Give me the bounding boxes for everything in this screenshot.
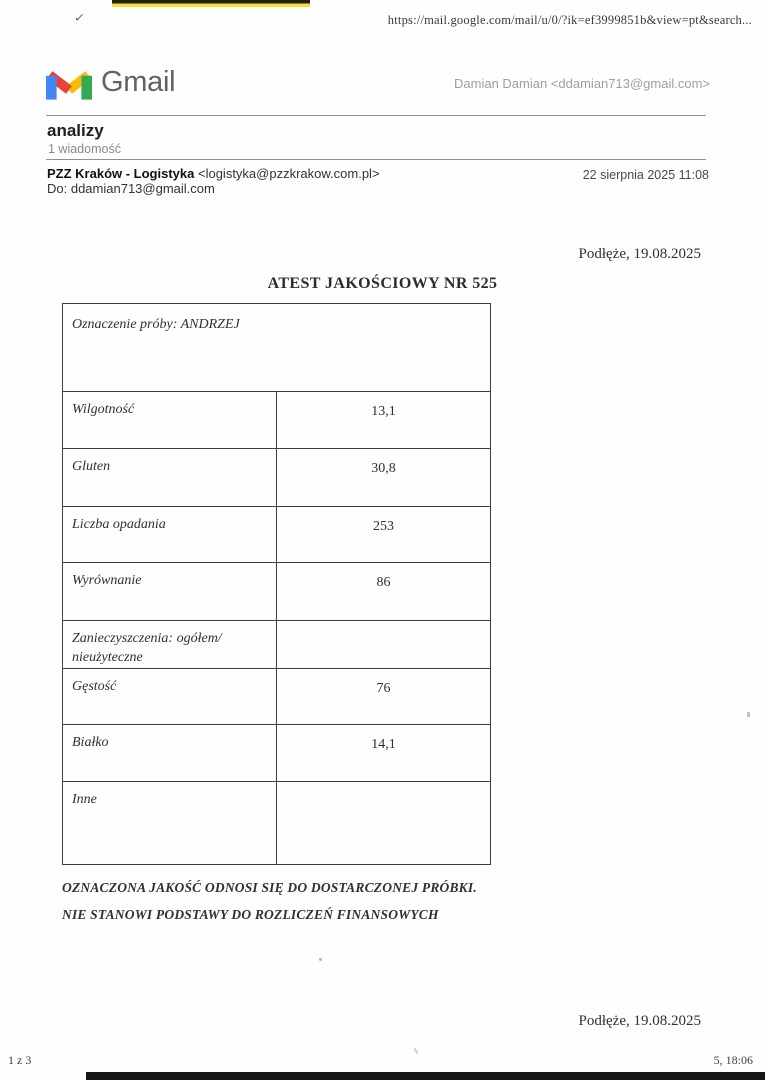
gmail-logo bbox=[46, 64, 175, 100]
disclaimer-line-1: OZNACZONA JAKOŚĆ ODNOSI SIĘ DO DOSTARCZONEJ PRÓBKI. bbox=[62, 880, 477, 895]
sender-email: <logistyka@pzzkrakow.com.pl> bbox=[194, 166, 380, 181]
certificate-table bbox=[62, 303, 491, 865]
table-row bbox=[63, 392, 491, 449]
pen-checkmark: ✓ bbox=[73, 9, 86, 26]
table-row bbox=[63, 507, 491, 563]
account-identity: Damian Damian <ddamian713@gmail.com> bbox=[454, 76, 710, 91]
recipient-line: Do: ddamian713@gmail.com bbox=[47, 181, 215, 196]
scan-speck bbox=[747, 712, 750, 717]
print-timestamp: 5, 18:06 bbox=[713, 1053, 753, 1067]
sample-label: Oznaczenie próby: ANDRZEJ bbox=[63, 304, 491, 392]
scan-edge-bar bbox=[86, 1072, 765, 1080]
table-row bbox=[63, 563, 491, 621]
sender-name: PZZ Kraków - Logistyka bbox=[47, 166, 195, 181]
param-label: Wyrównanie bbox=[63, 563, 277, 621]
param-value bbox=[277, 621, 491, 669]
param-label: Liczba opadania bbox=[63, 507, 277, 563]
param-label: Białko bbox=[63, 725, 277, 782]
print-url: https://mail.google.com/mail/u/0/?ik=ef3999851b&view=pt&search... bbox=[387, 13, 752, 27]
email-subject: analizy bbox=[47, 121, 104, 140]
table-row bbox=[63, 669, 491, 725]
param-value: 253 bbox=[277, 507, 491, 563]
page-number: 1 z 3 bbox=[8, 1053, 32, 1067]
place-date-top: Podłęże, 19.08.2025 bbox=[578, 246, 701, 262]
message-count: 1 wiadomość bbox=[48, 142, 121, 156]
param-value: 14,1 bbox=[277, 725, 491, 782]
certificate-title: ATEST JAKOŚCIOWY NR 525 bbox=[267, 275, 498, 292]
message-date: 22 sierpnia 2025 11:08 bbox=[582, 168, 709, 182]
place-date-bottom: Podłęże, 19.08.2025 bbox=[578, 1013, 701, 1029]
scan-speck bbox=[414, 1048, 419, 1054]
param-label: Gęstość bbox=[63, 669, 277, 725]
scan-speck bbox=[319, 958, 322, 961]
disclaimer-line-2: NIE STANOWI PODSTAWY DO ROZLICZEŃ FINANSOWYCH bbox=[62, 907, 439, 922]
param-value bbox=[277, 782, 491, 865]
param-value: 13,1 bbox=[277, 392, 491, 449]
sample-row bbox=[63, 304, 491, 392]
scan-highlight-strip bbox=[112, 0, 310, 7]
param-value: 76 bbox=[277, 669, 491, 725]
divider bbox=[46, 115, 706, 116]
param-label: Zanieczyszczenia: ogółem/ nieużyteczne bbox=[63, 621, 277, 669]
sender-line bbox=[47, 166, 380, 181]
table-row bbox=[63, 621, 491, 669]
param-value: 30,8 bbox=[277, 449, 491, 507]
table-row bbox=[63, 449, 491, 507]
divider bbox=[46, 159, 706, 160]
param-label: Wilgotność bbox=[63, 392, 277, 449]
gmail-m-icon bbox=[46, 64, 92, 100]
table-row bbox=[63, 782, 491, 865]
table-row bbox=[63, 725, 491, 782]
param-label: Inne bbox=[63, 782, 277, 865]
param-label: Gluten bbox=[63, 449, 277, 507]
gmail-wordmark: Gmail bbox=[101, 65, 176, 98]
param-value: 86 bbox=[277, 563, 491, 621]
